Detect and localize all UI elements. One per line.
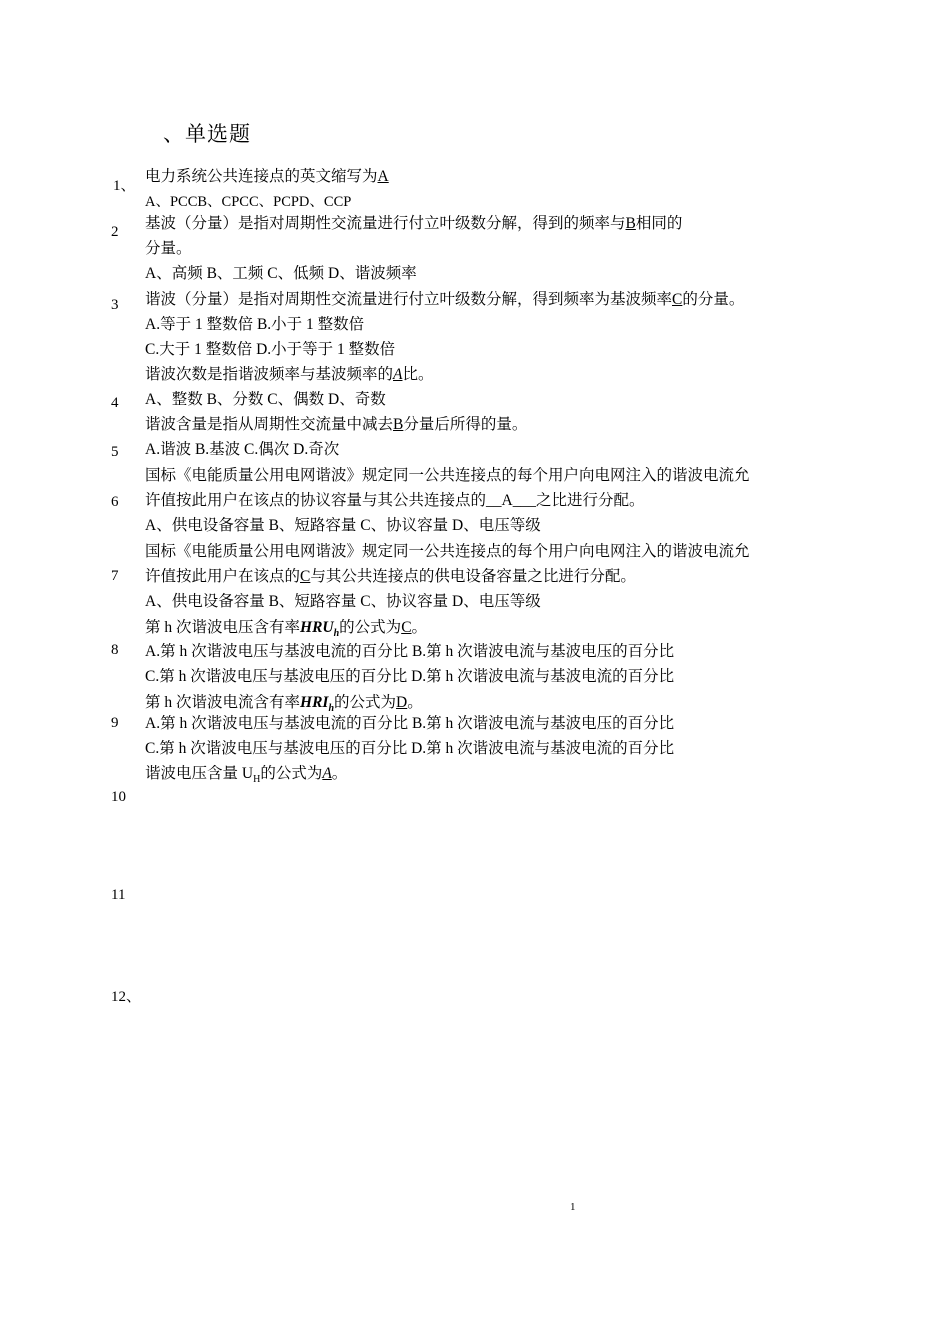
question-text-cont: 比。	[402, 366, 434, 383]
question-4-text	[145, 365, 434, 385]
formula-subscript: h	[328, 703, 335, 715]
question-number-7: 7	[111, 568, 119, 584]
question-2-text-cont: 分量。	[145, 240, 192, 257]
question-2-options: A、高频 B、工频 C、低频 D、谐波频率	[145, 265, 417, 282]
question-text: 谐波电压含量 U	[145, 765, 254, 782]
formula-subscript: h	[333, 628, 340, 640]
answer: C	[300, 568, 311, 585]
question-3-text	[145, 290, 744, 310]
question-text: 基波（分量）是指对周期性交流量进行付立叶级数分解，得到的频率与	[145, 215, 626, 232]
question-number-11: 11	[111, 887, 126, 903]
question-2-text	[145, 214, 682, 234]
question-end: 。	[407, 694, 423, 711]
question-text-cont: ___之比进行分配。	[512, 492, 645, 509]
answer: D	[396, 694, 408, 711]
question-text: 第 h 次谐波电流含有率	[145, 694, 301, 711]
answer: C	[672, 291, 683, 308]
question-number-3: 3	[111, 297, 119, 313]
question-6-options: A、供电设备容量 B、短路容量 C、协议容量 D、电压等级	[145, 517, 541, 534]
question-7-text-line1: 国标《电能质量公用电网谐波》规定同一公共连接点的每个用户向电网注入的谐波电流允	[145, 543, 750, 560]
question-7-text	[145, 567, 636, 587]
question-end: 。	[331, 765, 348, 782]
question-number-8: 8	[111, 642, 119, 658]
question-10-text	[145, 764, 347, 790]
answer: B	[625, 215, 636, 232]
question-text: 谐波含量是指从周期性交流量中减去	[145, 416, 394, 433]
page-number: 1	[570, 1201, 576, 1213]
question-1-options: A、PCCB、CPCC、PCPD、CCP	[145, 194, 352, 210]
section-heading: 、单选题	[163, 122, 251, 146]
question-text: 电力系统公共连接点的英文缩写为	[145, 168, 378, 185]
question-text-cont: 的分量。	[682, 291, 745, 308]
question-number-10: 10	[111, 789, 126, 805]
question-8-text	[145, 618, 427, 644]
question-number-5: 5	[111, 444, 119, 460]
formula-symbol: HRU	[300, 619, 334, 636]
question-text: 谐波次数是指谐波频率与基波频率的	[145, 366, 394, 383]
answer: A	[377, 168, 389, 185]
question-end: 。	[411, 619, 428, 636]
question-text: 谐波（分量）是指对周期性交流量进行付立叶级数分解，得到频率为基波频率	[145, 291, 673, 308]
question-text: 许值按此用户在该点的	[145, 568, 301, 585]
question-7-options: A、供电设备容量 B、短路容量 C、协议容量 D、电压等级	[145, 593, 541, 610]
answer: A	[322, 765, 332, 782]
question-number-2: 2	[111, 224, 119, 240]
question-6-text-line1: 国标《电能质量公用电网谐波》规定同一公共连接点的每个用户向电网注入的谐波电流允	[145, 467, 750, 484]
question-1-text	[145, 167, 389, 187]
answer: A	[501, 492, 513, 509]
question-number-6: 6	[111, 494, 119, 510]
question-number-12: 12、	[111, 989, 142, 1005]
question-text-cont: 的公式为	[334, 694, 397, 711]
question-text-cont: 分量后所得的量。	[403, 416, 528, 433]
formula-subscript: H	[253, 774, 261, 786]
question-text-cont: 相同的	[635, 215, 683, 232]
question-8-options-2: C.第 h 次谐波电压与基波电压的百分比 D.第 h 次谐波电流与基波电流的百分比	[145, 668, 675, 685]
question-9-options-1: A.第 h 次谐波电压与基波电流的百分比 B.第 h 次谐波电流与基波电压的百分比	[145, 715, 675, 732]
question-text-cont: 与其公共连接点的供电设备容量之比进行分配。	[310, 568, 636, 585]
question-8-options-1: A.第 h 次谐波电压与基波电流的百分比 B.第 h 次谐波电流与基波电压的百分比	[145, 643, 675, 660]
question-number-1: 1、	[113, 178, 136, 194]
question-text-cont: 的公式为	[339, 619, 402, 636]
question-text: 第 h 次谐波电压含有率	[145, 619, 301, 636]
question-text-cont: 的公式为	[260, 765, 323, 782]
answer: A	[393, 366, 403, 383]
question-5-options: A.谐波 B.基波 C.偶次 D.奇次	[145, 441, 340, 458]
answer: B	[393, 416, 404, 433]
question-5-text	[145, 415, 527, 435]
question-4-options: A、整数 B、分数 C、偶数 D、奇数	[145, 391, 386, 408]
question-number-9: 9	[111, 715, 119, 731]
question-9-options-2: C.第 h 次谐波电压与基波电压的百分比 D.第 h 次谐波电流与基波电流的百分比	[145, 740, 675, 757]
answer: C	[401, 619, 412, 636]
formula-symbol: HRI	[300, 694, 329, 711]
question-3-options-2: C.大于 1 整数倍 D.小于等于 1 整数倍	[145, 341, 396, 358]
question-3-options-1: A.等于 1 整数倍 B.小于 1 整数倍	[145, 316, 365, 333]
question-6-text	[145, 491, 644, 511]
question-text: 许值按此用户在该点的协议容量与其公共连接点的__	[145, 492, 502, 509]
question-number-4: 4	[111, 395, 119, 411]
